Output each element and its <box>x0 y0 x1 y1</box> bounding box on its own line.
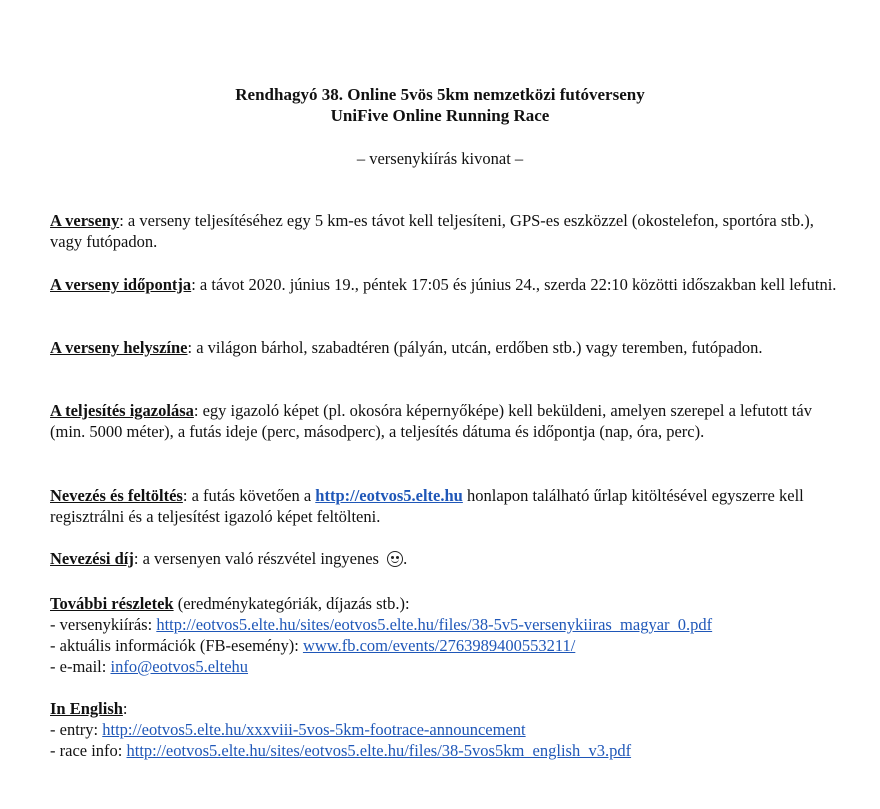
section-idopont <box>50 274 840 295</box>
race-info-link[interactable]: http://eotvos5.elte.hu/sites/eotvos5.elte.hu/files/38-5vos5km_english_v3.pdf <box>126 741 632 760</box>
subtitle: – versenykiírás kivonat – <box>356 149 524 168</box>
entry-link[interactable]: http://eotvos5.elte.hu/xxxviii-5vos-5km-footrace-announcement <box>102 720 526 739</box>
item-label: - e-mail: <box>50 657 111 676</box>
title-line-2: UniFive Online Running Race <box>330 106 550 125</box>
heading-colon: : <box>193 401 199 420</box>
email-link[interactable]: info@eotvos5.eltehu <box>110 657 249 676</box>
item-label: - entry: <box>50 720 103 739</box>
list-item <box>50 614 840 635</box>
section-nevezes <box>50 485 840 527</box>
item-label: - versenykiírás: <box>50 615 157 634</box>
section-text: a futás követően a <box>187 486 316 505</box>
fb-event-link[interactable]: www.fb.com/events/2763989400553211/ <box>302 636 576 655</box>
heading-colon: : <box>119 211 124 230</box>
section-heading: A verseny <box>50 211 120 230</box>
section-text: a távot 2020. június 19., péntek 17:05 és június 24., szerda 22:10 közötti időszakban kell lefutni. <box>195 275 837 294</box>
section-heading: A teljesítés igazolása <box>50 401 194 420</box>
heading-colon: : <box>191 275 196 294</box>
section-text: egy igazoló képet (pl. okosóra képernyőképe) kell beküldeni, amelyen szerepel a lefutott táv (min. 5000 méter), a futás ideje (perc, másodperc), a teljesítés dátuma és időpontja (nap, óra, perc). <box>50 401 812 441</box>
smiley-icon <box>387 551 403 567</box>
section-text-after: honlapon található űrlap kitöltésével egyszerre kell regisztrálni és a teljesítést igazoló képet feltölteni. <box>50 486 804 526</box>
section-igazolas <box>50 400 840 442</box>
list-item <box>50 656 840 677</box>
section-heading: Nevezés és feltöltés <box>50 486 183 505</box>
section-heading: A verseny időpontja <box>50 275 192 294</box>
heading-colon: : <box>122 699 128 718</box>
sentence-end: . <box>403 549 408 568</box>
section-text: a világon bárhol, szabadtéren (pályán, utcán, erdőben stb.) vagy teremben, futópadon. <box>192 338 763 357</box>
website-link[interactable]: http://eotvos5.elte.hu <box>315 486 463 505</box>
section-helyszin <box>50 337 840 358</box>
list-item <box>50 635 840 656</box>
versenykiiras-link[interactable]: http://eotvos5.elte.hu/sites/eotvos5.elte.hu/files/38-5v5-versenykiiras_magyar_0.pdf <box>156 615 713 634</box>
section-heading: Nevezési díj <box>50 549 134 568</box>
heading-colon: : <box>133 549 139 568</box>
heading-colon: : <box>187 338 193 357</box>
item-label: - race info: <box>50 741 127 760</box>
section-english <box>50 698 840 761</box>
list-item <box>50 719 840 740</box>
section-text: a versenyen való részvétel ingyenes <box>138 549 384 568</box>
section-dij <box>50 548 840 569</box>
list-item <box>50 740 840 761</box>
section-text: a verseny teljesítéséhez egy 5 km-es távot kell teljesíteni, GPS-es eszközzel (okostelefon, sportóra stb.), vagy futópadon. <box>50 211 814 251</box>
title-line-1: Rendhagyó 38. Online 5vös 5km nemzetközi futóverseny <box>235 85 645 104</box>
section-heading: In English <box>50 699 123 718</box>
section-heading: További részletek <box>50 594 174 613</box>
item-label: - aktuális információk (FB-esemény): <box>50 636 303 655</box>
section-verseny <box>50 210 840 252</box>
section-text: (eredménykategóriák, díjazás stb.): <box>173 594 410 613</box>
section-tovabbi <box>50 593 840 677</box>
heading-colon: : <box>182 486 188 505</box>
section-heading: A verseny helyszíne <box>50 338 188 357</box>
